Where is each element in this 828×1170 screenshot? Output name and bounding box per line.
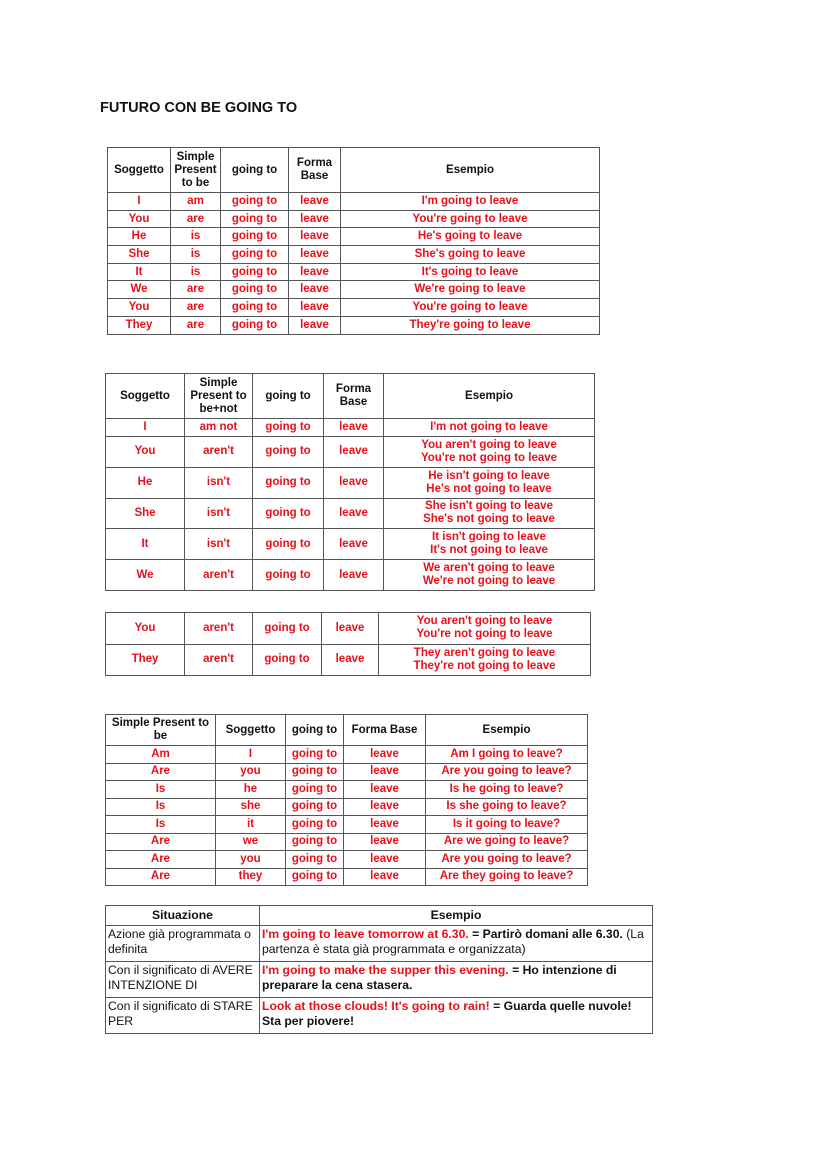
column-header: Soggetto — [216, 715, 286, 746]
table-cell: leave — [344, 868, 426, 886]
example-translation: = Ho intenzione di preparare la cena stasera. — [262, 963, 617, 992]
table-cell: She's going to leave — [341, 246, 600, 264]
table-cell: leave — [344, 816, 426, 834]
situation-cell: Azione già programmata o definita — [106, 926, 260, 962]
table-cell: I — [108, 193, 171, 211]
example-english: Look at those clouds! It's going to rain! — [262, 999, 490, 1013]
column-header: going to — [253, 374, 324, 419]
table-cell: You — [108, 210, 171, 228]
table-cell: leave — [289, 228, 341, 246]
table-cell: going to — [221, 281, 289, 299]
table-row — [106, 529, 595, 560]
column-header: Forma Base — [289, 148, 341, 193]
table-cell: going to — [253, 467, 324, 498]
table-cell: I — [106, 419, 185, 437]
column-header: Soggetto — [108, 148, 171, 193]
table-cell: going to — [221, 246, 289, 264]
example-cell — [260, 998, 653, 1034]
column-header: Simple Present to be+not — [185, 374, 253, 419]
example-cell — [260, 926, 653, 962]
table-row — [108, 246, 600, 264]
table-cell: aren't — [185, 644, 253, 676]
table-cell: going to — [221, 316, 289, 334]
table-row — [106, 781, 588, 799]
table-cell — [384, 467, 595, 498]
table-cell: they — [216, 868, 286, 886]
table-row — [106, 419, 595, 437]
table-cell: we — [216, 833, 286, 851]
column-header: Esempio — [260, 906, 653, 926]
table-cell: They — [106, 644, 185, 676]
table-cell: leave — [324, 437, 384, 468]
usage-table — [105, 905, 653, 1034]
table-row — [106, 851, 588, 869]
column-header: Forma Base — [344, 715, 426, 746]
table-cell: aren't — [185, 560, 253, 591]
example-translation: = Guarda quelle nuvole! Sta per piovere! — [262, 999, 632, 1028]
table-cell: leave — [289, 299, 341, 317]
table-cell: leave — [322, 613, 379, 645]
column-header: Simple Present to be — [171, 148, 221, 193]
table-cell: leave — [289, 316, 341, 334]
table-cell: leave — [322, 644, 379, 676]
table-cell: you — [216, 851, 286, 869]
table-header-row — [106, 715, 588, 746]
example-line: We aren't going to leave — [423, 562, 555, 575]
example-line: He isn't going to leave — [428, 469, 550, 482]
table-cell: leave — [344, 833, 426, 851]
table-cell: are — [171, 316, 221, 334]
table-cell: leave — [289, 210, 341, 228]
table-cell: going to — [286, 746, 344, 764]
table-cell: going to — [253, 613, 322, 645]
example-line: They're not going to leave — [413, 659, 556, 672]
table-cell: Is he going to leave? — [426, 781, 588, 799]
column-header: Forma Base — [324, 374, 384, 419]
table-row — [106, 746, 588, 764]
negative-table-continued — [105, 612, 591, 676]
table-cell: is — [171, 263, 221, 281]
table-cell: going to — [286, 868, 344, 886]
table-cell: We — [106, 560, 185, 591]
example-translation: = Partirò domani alle 6.30. — [472, 927, 623, 941]
table-cell: going to — [286, 763, 344, 781]
table-cell: leave — [344, 781, 426, 799]
example-note: (La partenza è stata già programmata e organizzata) — [262, 927, 644, 956]
example-line: You're not going to leave — [416, 628, 553, 641]
table-cell: Am I going to leave? — [426, 746, 588, 764]
table-row — [106, 998, 653, 1034]
negative-table — [105, 373, 595, 591]
table-cell: Are — [106, 833, 216, 851]
table-row — [108, 228, 600, 246]
table-cell: isn't — [185, 498, 253, 529]
table-cell: leave — [344, 746, 426, 764]
table-cell: Is it going to leave? — [426, 816, 588, 834]
table-row — [106, 763, 588, 781]
table-cell: isn't — [185, 467, 253, 498]
table-cell: is — [171, 228, 221, 246]
example-line: It isn't going to leave — [432, 531, 546, 544]
table-cell: leave — [324, 560, 384, 591]
table-cell: am — [171, 193, 221, 211]
table-cell: it — [216, 816, 286, 834]
table-cell: It — [106, 529, 185, 560]
table-cell: going to — [221, 263, 289, 281]
table-cell: You — [108, 299, 171, 317]
table-cell — [379, 613, 591, 645]
table-cell: leave — [324, 498, 384, 529]
table-cell: are — [171, 281, 221, 299]
table-cell: going to — [253, 644, 322, 676]
table-cell: leave — [324, 467, 384, 498]
table-cell: is — [171, 246, 221, 264]
example-line: I'm not going to leave — [430, 421, 548, 433]
table-cell: Is — [106, 781, 216, 799]
table-header-row — [108, 148, 600, 193]
table-cell: Am — [106, 746, 216, 764]
table-cell: going to — [253, 560, 324, 591]
table-cell: are — [171, 210, 221, 228]
affirmative-table — [107, 147, 600, 335]
table-cell: He — [108, 228, 171, 246]
situation-cell: Con il significato di AVERE INTENZIONE DI — [106, 962, 260, 998]
table-cell: They — [108, 316, 171, 334]
page-title: FUTURO CON BE GOING TO — [100, 100, 298, 116]
table-cell: isn't — [185, 529, 253, 560]
table-cell: Are you going to leave? — [426, 763, 588, 781]
table-row — [106, 560, 595, 591]
column-header: Esempio — [341, 148, 600, 193]
example-line: She isn't going to leave — [425, 500, 553, 513]
table-header-row — [106, 374, 595, 419]
table-cell: You're going to leave — [341, 299, 600, 317]
example-line: You're not going to leave — [420, 451, 558, 464]
table-cell: Are — [106, 763, 216, 781]
table-row — [106, 437, 595, 468]
table-cell: going to — [286, 833, 344, 851]
example-cell — [260, 962, 653, 998]
example-line: He's not going to leave — [426, 482, 552, 495]
column-header: Esempio — [384, 374, 595, 419]
table-cell: aren't — [185, 437, 253, 468]
table-cell: I — [216, 746, 286, 764]
table-row — [108, 281, 600, 299]
example-english: I'm going to leave tomorrow at 6.30. — [262, 927, 469, 941]
table-cell: going to — [221, 193, 289, 211]
table-cell: Are — [106, 868, 216, 886]
table-cell: going to — [221, 228, 289, 246]
column-header: going to — [286, 715, 344, 746]
table-cell: I'm going to leave — [341, 193, 600, 211]
table-cell: going to — [253, 498, 324, 529]
table-cell: You — [106, 437, 185, 468]
table-row — [106, 498, 595, 529]
table-cell: going to — [286, 781, 344, 799]
table-cell: We're going to leave — [341, 281, 600, 299]
table-cell: you — [216, 763, 286, 781]
column-header: going to — [221, 148, 289, 193]
table-cell — [384, 560, 595, 591]
table-cell: Is — [106, 798, 216, 816]
column-header: Simple Present to be — [106, 715, 216, 746]
table-cell — [384, 437, 595, 468]
table-cell: Are we going to leave? — [426, 833, 588, 851]
table-cell: He's going to leave — [341, 228, 600, 246]
interrogative-table — [105, 714, 588, 886]
table-cell: Are you going to leave? — [426, 851, 588, 869]
table-cell: going to — [286, 816, 344, 834]
table-cell: leave — [324, 529, 384, 560]
table-row — [106, 962, 653, 998]
table-cell: going to — [253, 419, 324, 437]
table-cell — [379, 644, 591, 676]
table-cell: leave — [289, 281, 341, 299]
table-cell: going to — [221, 210, 289, 228]
table-cell: He — [106, 467, 185, 498]
column-header: Situazione — [106, 906, 260, 926]
table-cell: Is — [106, 816, 216, 834]
column-header: Soggetto — [106, 374, 185, 419]
table-cell: leave — [289, 246, 341, 264]
table-cell: Is she going to leave? — [426, 798, 588, 816]
table-row — [106, 868, 588, 886]
table-cell: leave — [289, 193, 341, 211]
situation-cell: Con il significato di STARE PER — [106, 998, 260, 1034]
table-cell: It's going to leave — [341, 263, 600, 281]
table-cell: Are — [106, 851, 216, 869]
table-row — [108, 193, 600, 211]
table-row — [106, 926, 653, 962]
example-line: She's not going to leave — [423, 513, 555, 526]
table-row — [108, 210, 600, 228]
table-cell: It — [108, 263, 171, 281]
example-line: It's not going to leave — [430, 544, 548, 557]
table-cell: You're going to leave — [341, 210, 600, 228]
table-row — [108, 316, 600, 334]
table-cell — [384, 498, 595, 529]
table-header-row — [106, 906, 653, 926]
table-cell: leave — [289, 263, 341, 281]
table-row — [106, 798, 588, 816]
example-line: They aren't going to leave — [413, 646, 556, 659]
table-row — [108, 263, 600, 281]
example-english: I'm going to make the supper this evening. — [262, 963, 509, 977]
table-cell: leave — [324, 419, 384, 437]
table-cell: am not — [185, 419, 253, 437]
table-row — [106, 816, 588, 834]
table-cell: going to — [221, 299, 289, 317]
table-row — [106, 613, 591, 645]
column-header: Esempio — [426, 715, 588, 746]
table-row — [106, 833, 588, 851]
table-cell: going to — [286, 851, 344, 869]
table-cell — [384, 529, 595, 560]
example-line: You aren't going to leave — [416, 615, 553, 628]
table-cell: are — [171, 299, 221, 317]
table-cell: She — [108, 246, 171, 264]
example-line: You aren't going to leave — [421, 438, 557, 451]
table-row — [106, 644, 591, 676]
table-cell: leave — [344, 763, 426, 781]
table-cell: You — [106, 613, 185, 645]
table-cell: aren't — [185, 613, 253, 645]
table-cell: going to — [253, 529, 324, 560]
table-cell: leave — [344, 798, 426, 816]
table-cell: going to — [286, 798, 344, 816]
table-cell: Are they going to leave? — [426, 868, 588, 886]
table-row — [108, 299, 600, 317]
table-cell: We — [108, 281, 171, 299]
table-cell: She — [106, 498, 185, 529]
table-cell: leave — [344, 851, 426, 869]
example-line: We're not going to leave — [422, 575, 556, 588]
table-cell: he — [216, 781, 286, 799]
table-cell: she — [216, 798, 286, 816]
table-cell: going to — [253, 437, 324, 468]
table-cell — [384, 419, 595, 437]
table-row — [106, 467, 595, 498]
table-cell: They're going to leave — [341, 316, 600, 334]
